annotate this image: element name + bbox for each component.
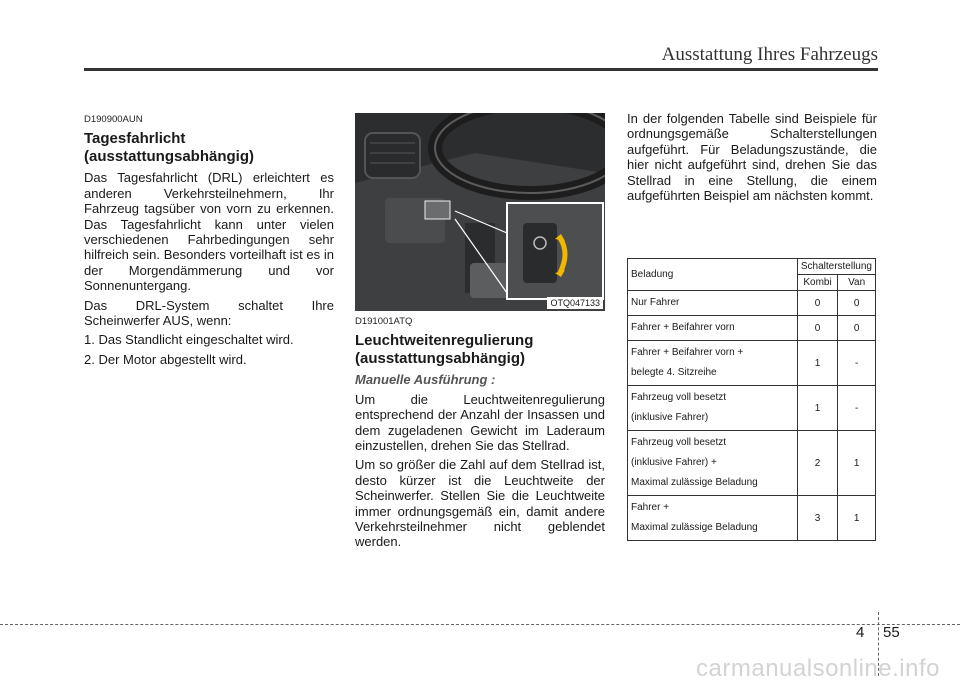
page-header-title: Ausstattung Ihres Fahrzeugs xyxy=(661,44,878,65)
row-label xyxy=(628,431,798,496)
row-label-line: Maximal zulässige Beladung xyxy=(631,477,758,488)
cell-van: 0 xyxy=(838,291,876,316)
cell-kombi: 0 xyxy=(797,291,837,316)
row-label-line: Fahrzeug voll besetzt xyxy=(631,392,727,403)
page-number: 55 xyxy=(883,624,900,641)
cell-kombi: 1 xyxy=(797,341,837,386)
middle-column xyxy=(355,314,605,554)
section-title-line: Tagesfahrlicht xyxy=(84,130,186,148)
table-header-row xyxy=(628,259,876,275)
chapter-number: 4 xyxy=(856,624,865,641)
cell-kombi: 0 xyxy=(797,316,837,341)
dashboard-illustration xyxy=(355,113,605,311)
row-label-line: belegte 4. Sitzreihe xyxy=(631,367,717,378)
left-column xyxy=(84,112,334,371)
cell-van: - xyxy=(838,341,876,386)
table-row xyxy=(628,316,876,341)
section-title xyxy=(355,332,605,368)
row-label xyxy=(628,341,798,386)
section-title xyxy=(84,130,334,166)
body-paragraph: Das DRL-System schaltet Ihre Scheinwerfer AUS, wenn: xyxy=(84,297,334,329)
row-label-line: (inklusive Fahrer) xyxy=(631,412,709,423)
footer-rule xyxy=(0,624,960,625)
photo-caption: OTQ047133 xyxy=(547,297,603,309)
row-label-line: Fahrzeug voll besetzt xyxy=(631,437,727,448)
row-label xyxy=(628,386,798,431)
row-label-line: Maximal zulässige Beladung xyxy=(631,522,758,533)
header-rule xyxy=(84,68,878,71)
right-column xyxy=(627,111,877,207)
row-label xyxy=(628,316,798,341)
cell-van: 1 xyxy=(838,431,876,496)
body-paragraph: Das Tagesfahrlicht (DRL) erleichtert es anderen Verkehrsteilnehmern, Ihr Fahrzeug tagsüber von vorn zu erkennen. Das Tagesfahrlicht kann unter vielen verschiedenen Fahrbedingungen sehr hilfreich sein. Besonders vorteilhaft ist es in der Morgendämmerung und vor Sonnenuntergang. xyxy=(84,170,334,294)
cell-van: 0 xyxy=(838,316,876,341)
list-item: 1. Das Standlicht eingeschaltet wird. xyxy=(84,332,294,348)
body-paragraph: Um so größer die Zahl auf dem Stellrad ist, desto kürzer ist die Leuchtweite der Scheinwerfer. Stellen Sie die Leuchtweite immer ordnungsgemäß ein, damit andere Verkehrsteilnehmer nicht geblendet werden. xyxy=(355,457,605,550)
row-label xyxy=(628,496,798,541)
row-label-line: Fahrer + Beifahrer vorn + xyxy=(631,347,744,358)
row-label-line: (inklusive Fahrer) + xyxy=(631,457,717,468)
cell-kombi: 1 xyxy=(797,386,837,431)
column-header-van: Van xyxy=(838,275,876,291)
cell-van: - xyxy=(838,386,876,431)
watermark: carmanualsonline.info xyxy=(696,655,940,682)
row-label-line: Fahrer + xyxy=(631,502,670,513)
dashboard-photo xyxy=(355,113,605,311)
table-row xyxy=(628,496,876,541)
row-label xyxy=(628,291,798,316)
row-label-line: Nur Fahrer xyxy=(631,297,680,308)
cell-kombi: 3 xyxy=(797,496,837,541)
section-code: D190900AUN xyxy=(84,114,143,125)
table-row xyxy=(628,386,876,431)
column-header-switch: Schalterstellung xyxy=(797,259,875,275)
body-paragraph: In der folgenden Tabelle sind Beispiele für ordnungsgemäße Schalterstellungen aufgeführt. Für Beladungszustände, die hier nicht aufgeführt sind, drehen Sie das Stellrad in eine Stellung, die einem aufgeführten Beispiel am nächsten kommt. xyxy=(627,111,877,204)
table-row xyxy=(628,291,876,316)
column-header-kombi: Kombi xyxy=(797,275,837,291)
table-row xyxy=(628,431,876,496)
table-row xyxy=(628,341,876,386)
load-table xyxy=(627,258,876,541)
section-title-line: (ausstattungsabhängig) xyxy=(355,350,526,368)
cell-kombi: 2 xyxy=(797,431,837,496)
section-title-line: Leuchtweitenregulierung xyxy=(355,332,534,350)
section-code: D191001ATQ xyxy=(355,316,413,327)
cell-van: 1 xyxy=(838,496,876,541)
body-paragraph: Um die Leuchtweitenregulierung entsprechend der Anzahl der Insassen und dem zugeladenen Gewicht im Laderaum einzustellen, drehen Sie das Stellrad. xyxy=(355,391,605,454)
column-header-load: Beladung xyxy=(628,259,798,291)
list-item: 2. Der Motor abgestellt wird. xyxy=(84,351,247,367)
section-subtitle: Manuelle Ausführung : xyxy=(355,372,496,388)
row-label-line: Fahrer + Beifahrer vorn xyxy=(631,322,735,333)
section-title-line: (ausstattungsabhängig) xyxy=(84,148,255,166)
